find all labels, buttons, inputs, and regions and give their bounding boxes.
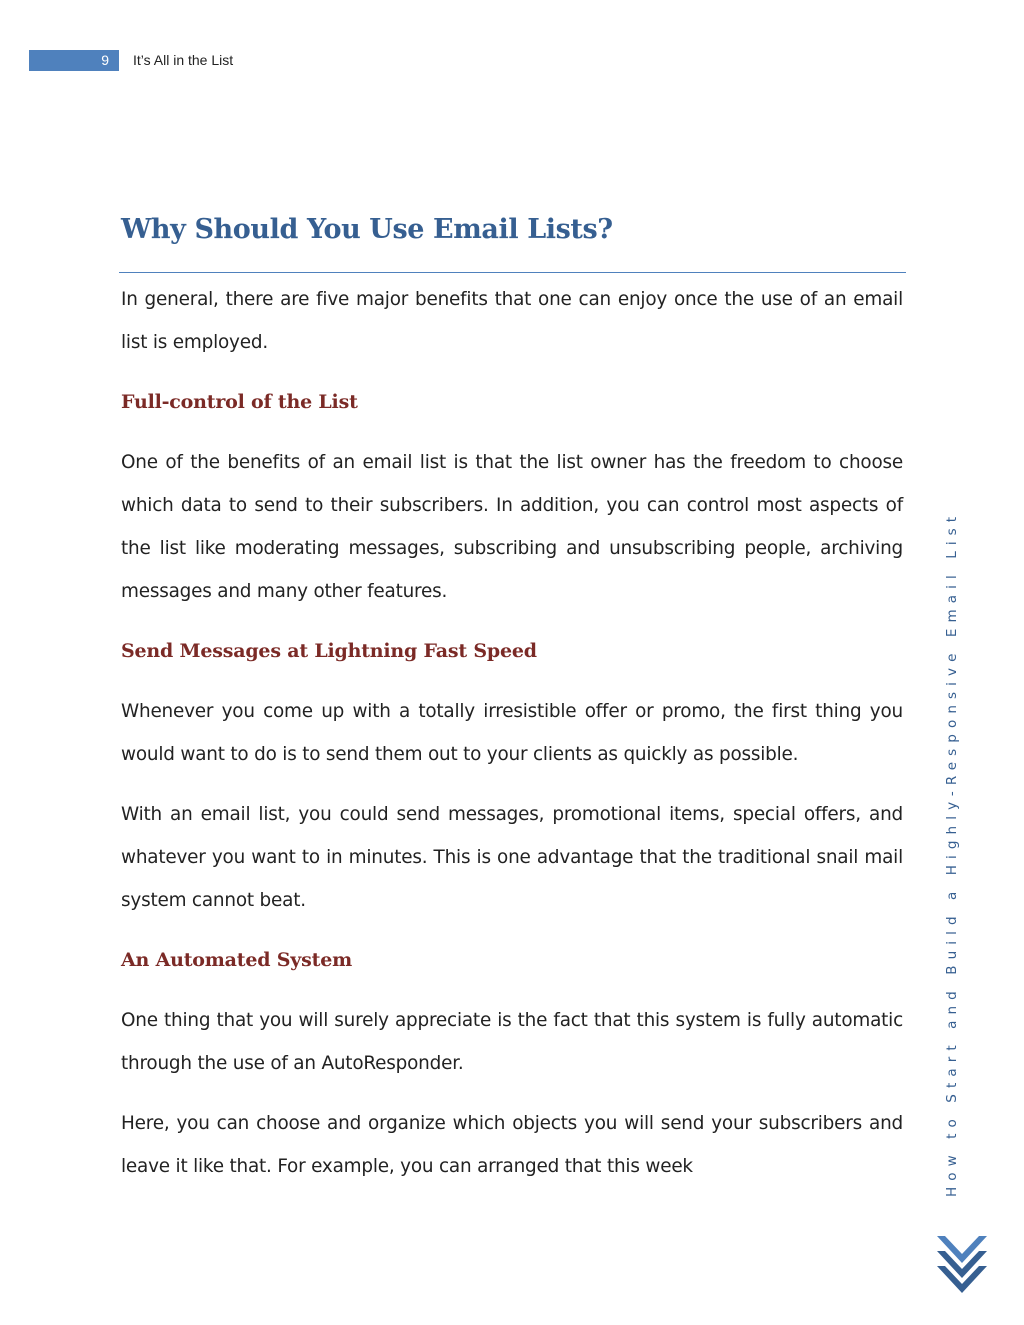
section-paragraph: One of the benefits of an email list is that the list owner has the freedom to choose which data to send to their subscribers. In addition, you can control most aspects of the list like moderating messages, subscribing and unsubscribing people, archiving messages and many other features. <box>121 452 903 602</box>
section-paragraph: Here, you can choose and organize which objects you will send your subscribers and leave it like that. For example, you can arranged that this week <box>121 1113 903 1177</box>
section-paragraph: Whenever you come up with a totally irresistible offer or promo, the first thing you would want to do is to send them out to your clients as quickly as possible. <box>121 701 903 765</box>
section-paragraph: With an email list, you could send messages, promotional items, special offers, and whatever you want to in minutes. This is one advantage that the traditional snail mail system cannot beat. <box>121 804 903 911</box>
document-body <box>121 278 903 1205</box>
section-paragraph: One thing that you will surely appreciate is the fact that this system is fully automatic through the use of an AutoResponder. <box>121 1010 903 1074</box>
page-title: Why Should You Use Email Lists? <box>121 214 613 245</box>
page-number-bar <box>29 50 119 71</box>
chapter-title: It’s All in the List <box>133 52 234 68</box>
page-number: 9 <box>101 52 109 68</box>
section-heading: Full-control of the List <box>121 391 358 413</box>
double-chevron-down-icon <box>935 1232 990 1298</box>
intro-paragraph: In general, there are five major benefits that one can enjoy once the use of an email list is employed. <box>121 289 903 353</box>
title-divider <box>119 272 906 273</box>
section-heading: Send Messages at Lightning Fast Speed <box>121 640 537 662</box>
side-book-title: How to Start and Build a Highly-Responsive Email List <box>944 510 960 1197</box>
section-heading: An Automated System <box>121 949 352 971</box>
